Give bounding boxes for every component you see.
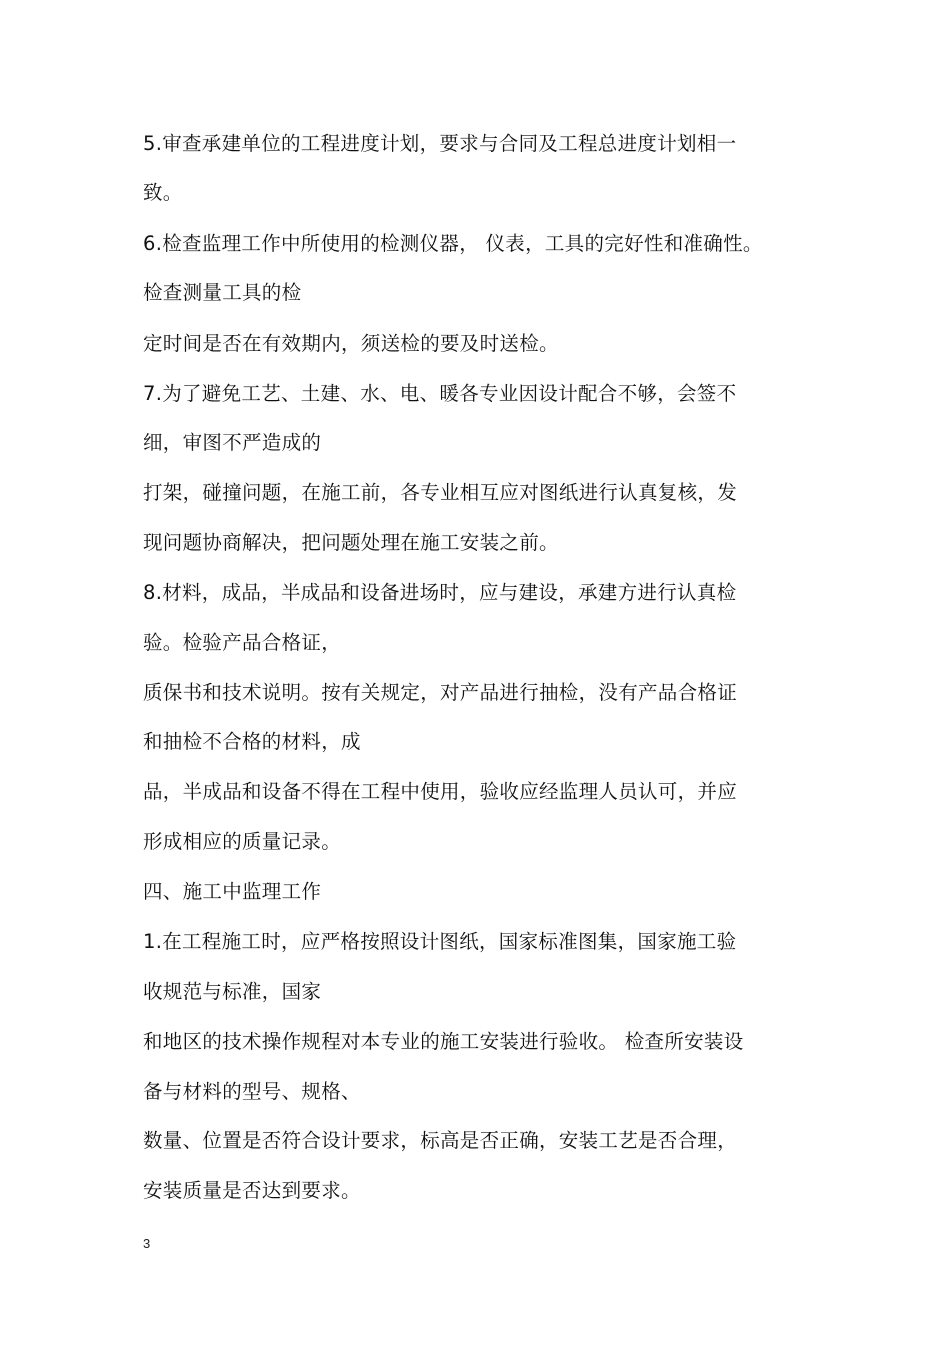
text-line: 收规范与标准，国家 <box>143 980 322 1003</box>
text-line: 备与材料的型号、规格、 <box>143 1080 361 1103</box>
text-line: 检查测量工具的检 <box>143 281 302 304</box>
text-line: 8.材料，成品，半成品和设备进场时，应与建设，承建方进行认真检 <box>143 581 737 604</box>
text-line: 1.在工程施工时，应严格按照设计图纸，国家标准图集，国家施工验 <box>143 930 737 953</box>
text-line: 细，审图不严造成的 <box>143 431 322 454</box>
text-line: 现问题协商解决，把问题处理在施工安装之前。 <box>143 531 559 554</box>
text-line: 打架，碰撞问题，在施工前，各专业相互应对图纸进行认真复核，发 <box>143 481 738 504</box>
text-line: 和地区的技术操作规程对本专业的施工安装进行验收。 检查所安装设 <box>143 1030 744 1053</box>
text-line: 质保书和技术说明。按有关规定，对产品进行抽检，没有产品合格证 <box>143 681 738 704</box>
text-line: 安装质量是否达到要求。 <box>143 1179 361 1202</box>
text-line: 致。 <box>143 181 183 204</box>
text-line: 5.审查承建单位的工程进度计划，要求与合同及工程总进度计划相一 <box>143 132 737 155</box>
text-line: 6.检查监理工作中所使用的检测仪器， 仪表，工具的完好性和准确性。 <box>143 232 763 255</box>
text-line: 定时间是否在有效期内，须送检的要及时送检。 <box>143 332 559 355</box>
text-line: 品，半成品和设备不得在工程中使用，验收应经监理人员认可，并应 <box>143 780 738 803</box>
text-line: 和抽检不合格的材料，成 <box>143 730 361 753</box>
text-line: 形成相应的质量记录。 <box>143 830 342 853</box>
text-line: 数量、位置是否符合设计要求，标高是否正确，安装工艺是否合理， <box>143 1129 738 1152</box>
text-line: 验。检验产品合格证， <box>143 631 342 654</box>
section-heading: 四、施工中监理工作 <box>143 880 322 903</box>
page-number: 3 <box>143 1236 151 1251</box>
text-line: 7.为了避免工艺、土建、水、电、暖各专业因设计配合不够，会签不 <box>143 382 737 405</box>
